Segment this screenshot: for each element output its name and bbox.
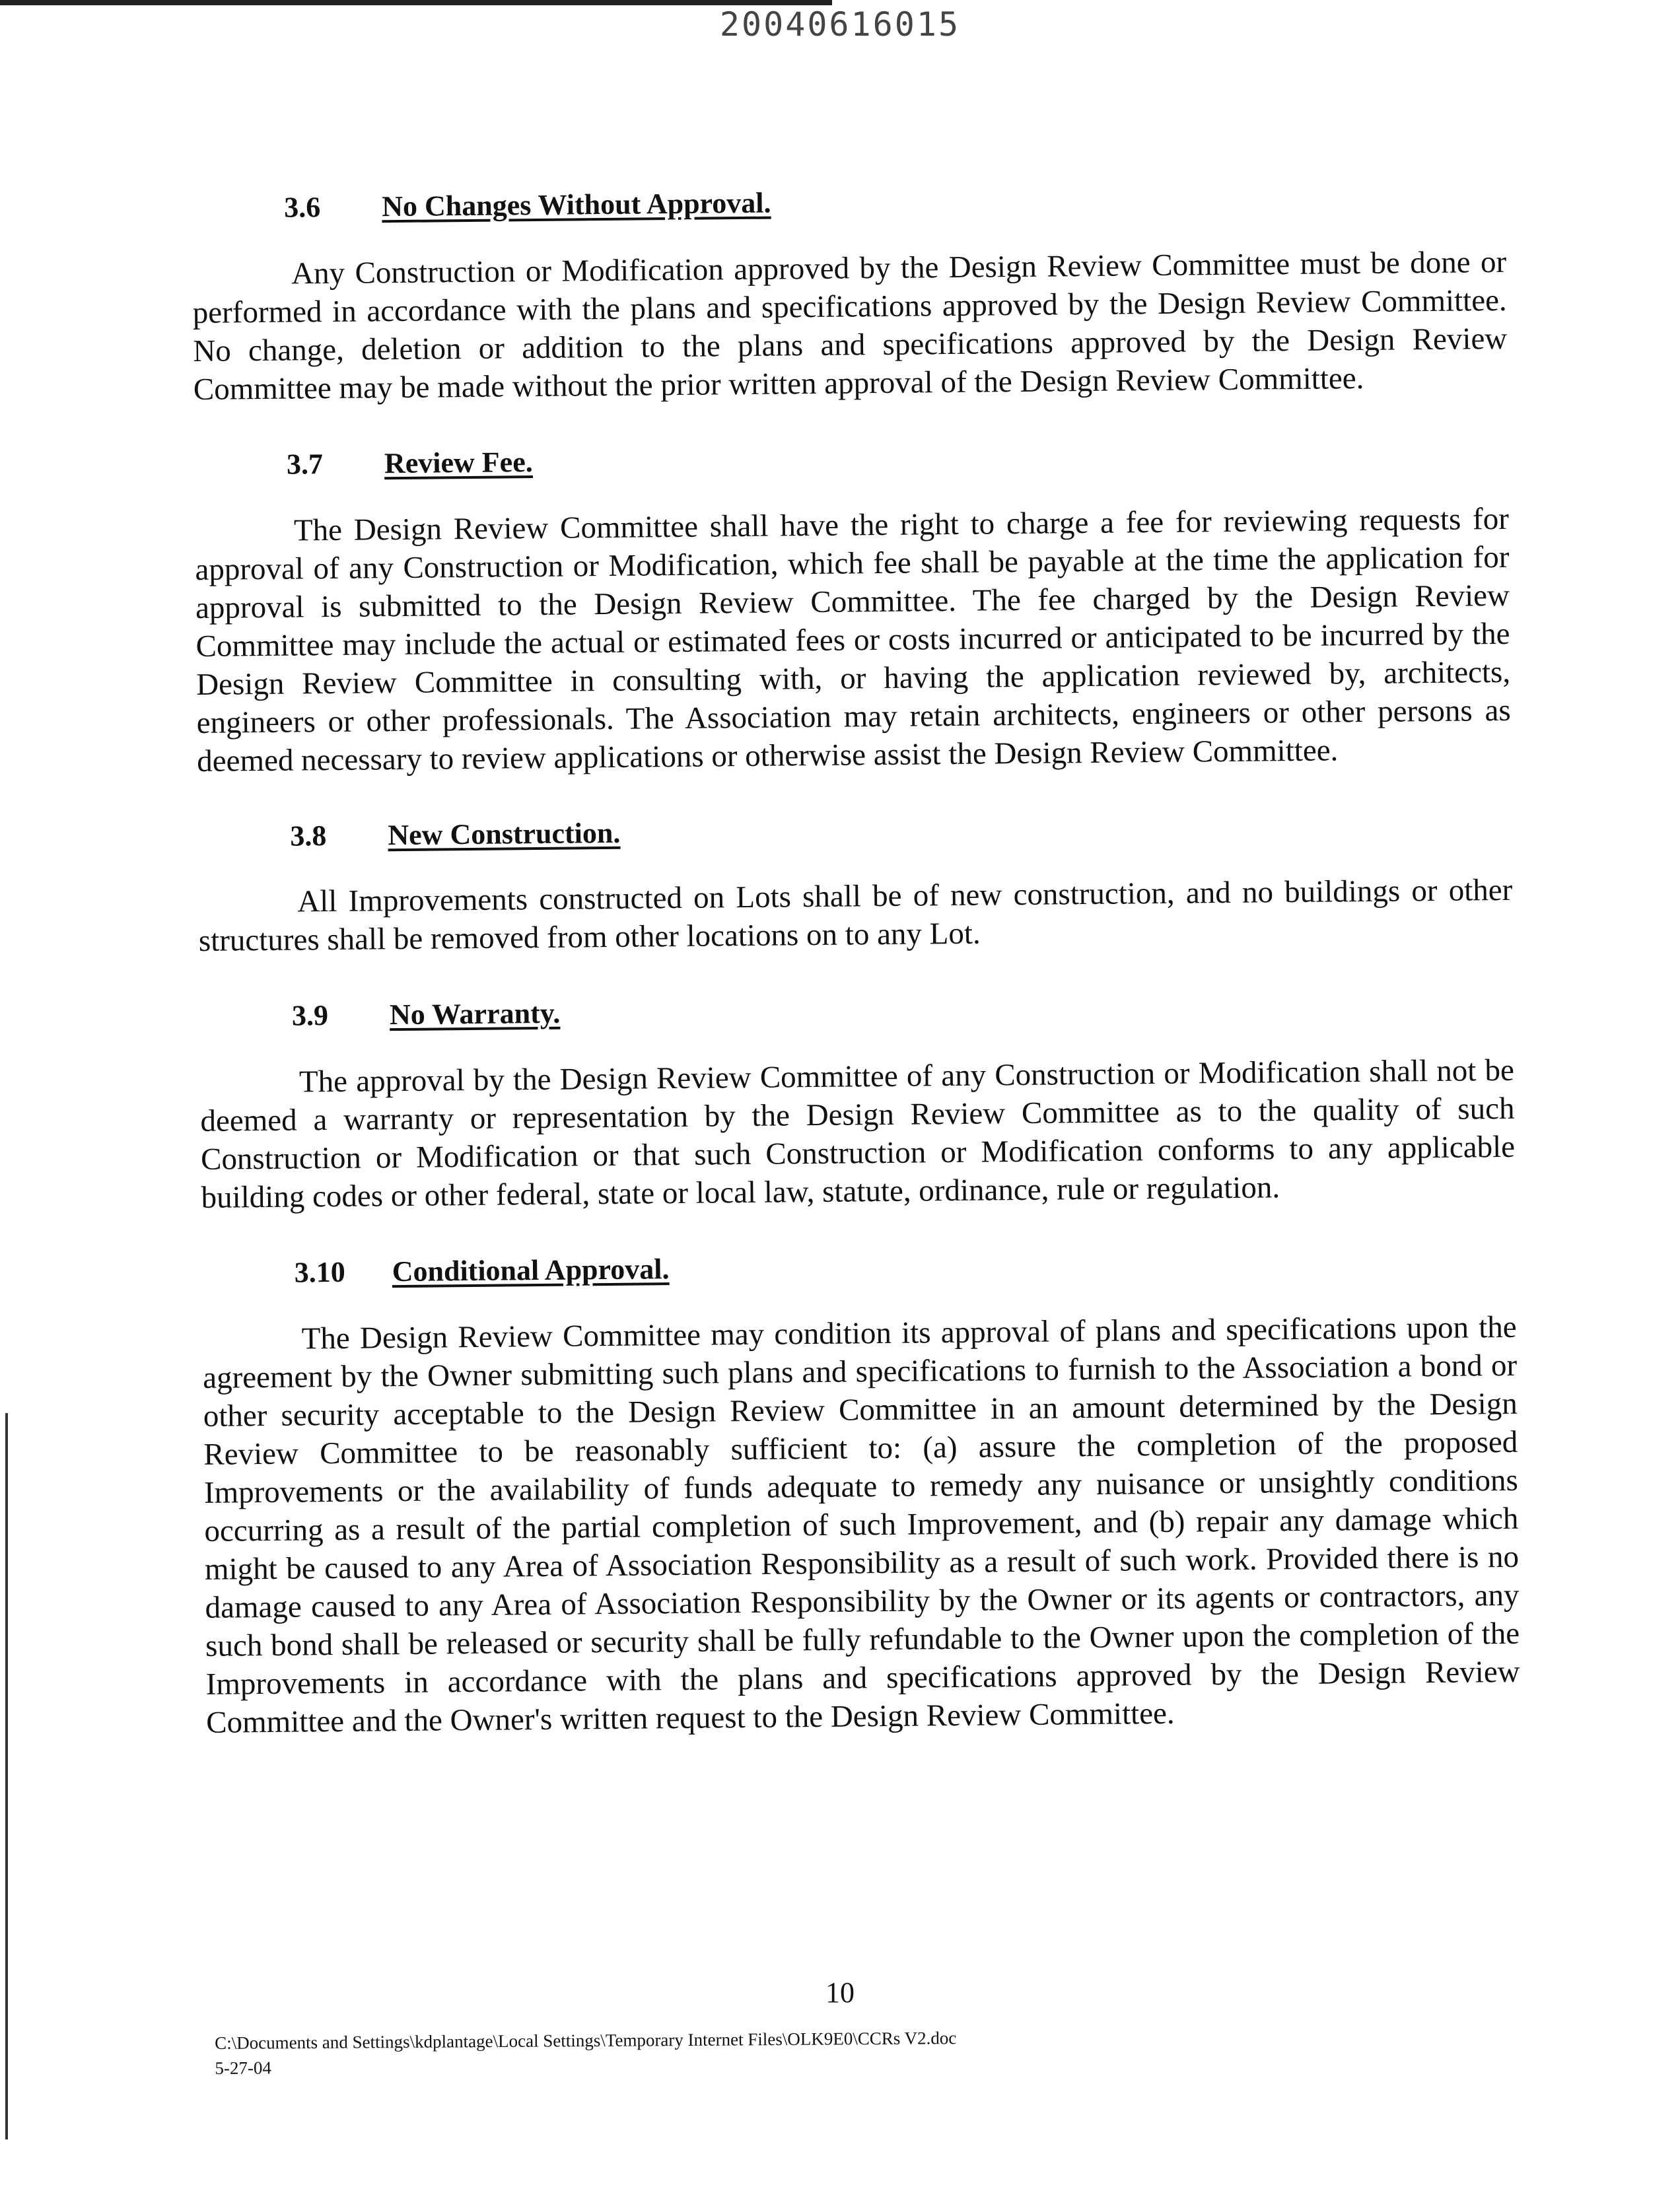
scan-edge-top — [0, 0, 832, 5]
section-number: 3.9 — [291, 999, 329, 1032]
section-number: 3.8 — [290, 819, 327, 852]
section-body: The approval by the Design Review Committee of any Construction or Modification shall not be deemed a warranty or representation by the Design Review Committee as to the quality of such Construction or Modification or that such Construction or Modification conforms to any applicable building codes or other federal, state or local law, statute, ordinance, rule or regulation. — [200, 1053, 1516, 1216]
document-number: 20040616015 — [719, 5, 961, 44]
page-content — [192, 179, 1521, 1782]
section-number: 3.6 — [284, 191, 321, 224]
section-title: No Changes Without Approval. — [381, 186, 771, 223]
footer-file-path: C:\Documents and Settings\kdplantage\Local Settings\Temporary Internet Files\OLK9E0\CCRs V2.doc — [215, 2028, 957, 2053]
page-number: 10 — [825, 1976, 855, 2009]
scan-edge-left — [5, 1413, 8, 2139]
section-body: All Improvements constructed on Lots shall be of new construction, and no buildings or other structures shall be removed from other locations on to any Lot. — [198, 873, 1513, 959]
section-heading — [197, 807, 1512, 854]
section-number: 3.10 — [294, 1256, 345, 1289]
section-title: Conditional Approval. — [392, 1253, 670, 1288]
section-heading — [192, 179, 1506, 226]
section-title: New Construction. — [388, 816, 621, 851]
section-heading — [201, 1244, 1516, 1292]
section-3-8 — [197, 807, 1513, 960]
section-3-7 — [194, 436, 1512, 781]
section-title: No Warranty. — [389, 997, 561, 1031]
footer-date: 5-27-04 — [215, 2058, 271, 2078]
section-heading — [199, 987, 1514, 1035]
section-3-6 — [192, 179, 1508, 409]
section-number: 3.7 — [286, 447, 324, 481]
section-body: Any Construction or Modification approved by the Design Review Committee must be done or performed in accordance with the plans and specifications approved by the Design Review Committee. No change, deletion or addition to the plans and specifications approved by the Design Review Committee may be made without the prior written approval of the Design Review Committee. — [192, 244, 1508, 407]
section-body: The Design Review Committee shall have the right to charge a fee for reviewing requests for approval of any Construction or Modification, which fee shall be payable at the time the application for approval is submitted to the Design Review Committee. The fee charged by the Design Review Committee may include the actual or estimated fees or costs incurred or anticipated to be incurred by the Design Review Committee in consulting with, or having the application reviewed by, architects, engineers or other professionals. The Association may retain architects, engineers or other persons as deemed necessary to review applications or otherwise assist the Design Review Committee. — [195, 501, 1511, 779]
section-heading — [194, 436, 1508, 483]
section-title: Review Fee. — [384, 445, 533, 480]
section-3-9 — [199, 987, 1516, 1217]
document-footer — [215, 2025, 957, 2081]
section-body: The Design Review Committee may condition its approval of plans and specifications upon the agreement by the Owner submitting such plans and specifications to furnish to the Association a bond or other security acceptable to the Design Review Committee in an amount determined by the Design Review Committee to be reasonably sufficient to: (a) assure the completion of the proposed Improvements or the availability of funds adequate to remedy any nuisance or unsightly conditions occurring as a result of the partial completion of such Improvement, and (b) repair any damage which might be caused to any Area of Association Responsibility as a result of such work. Provided there is no damage caused to any Area of Association Responsibility by the Owner or its agents or contractors, any such bond shall be released or security shall be fully refundable to the Owner upon the completion of the Improvements in accordance with the plans and specifications approved by the Design Review Committee and the Owner's written request to the Design Review Committee. — [202, 1309, 1520, 1740]
section-3-10 — [201, 1244, 1520, 1742]
